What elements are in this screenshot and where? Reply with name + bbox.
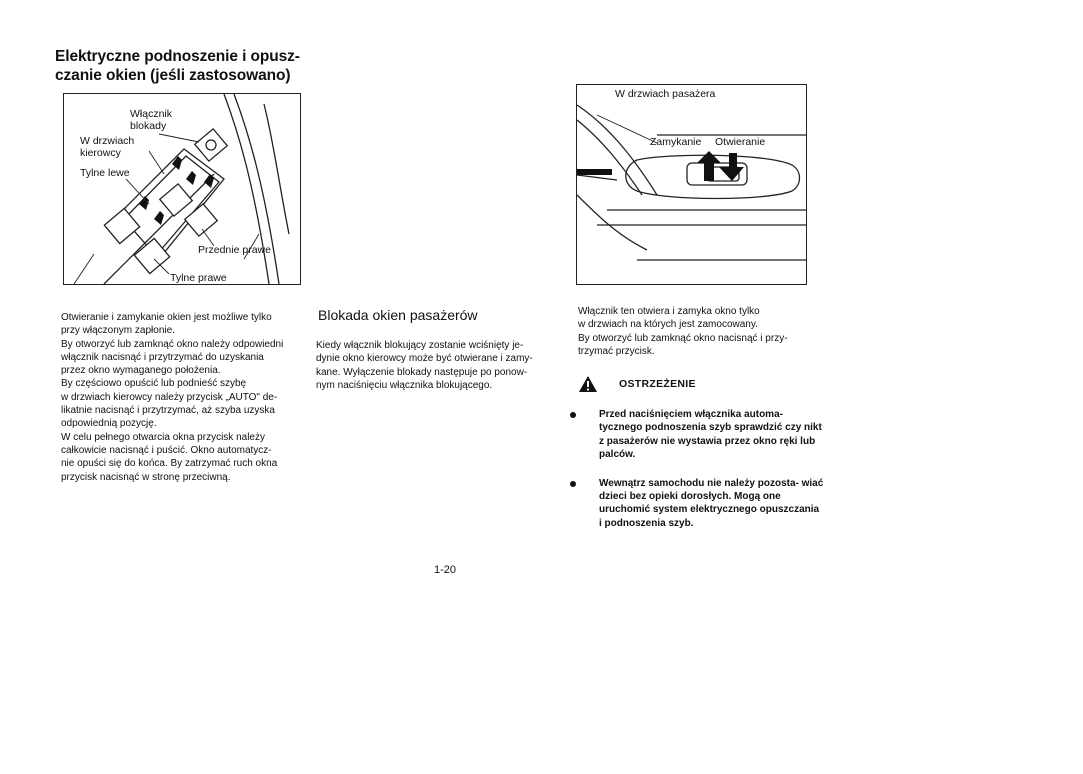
warning-triangle-icon — [578, 375, 598, 393]
label-lock-switch-line2: blokady — [130, 120, 167, 132]
warning-header — [578, 375, 778, 397]
heading-line-2: czanie okien (jeśli zastosowano) — [55, 67, 291, 84]
subsection-title: Blokada okien pasażerów — [318, 307, 478, 323]
col2-line: dynie okno kierowcy może być otwierane i zamy- — [316, 353, 533, 365]
col3-line: trzymać przycisk. — [578, 345, 655, 357]
col1-line: przez okno wymaganego położenia. — [61, 365, 221, 377]
col1-line: włącznik nacisnąć i przytrzymać do uzyskania — [61, 351, 264, 363]
col2-line: kane. Wyłączenie blokady następuje po ponow- — [316, 366, 528, 378]
column-1-text — [61, 311, 303, 484]
col3-line: By otworzyć lub zamknąć okno nacisnąć i przy- — [578, 332, 788, 344]
label-close: Zamykanie — [650, 136, 702, 148]
bullet-icon — [570, 481, 576, 487]
section-heading — [55, 47, 305, 85]
page-number: 1-20 — [434, 564, 457, 576]
col1-line: W celu pełnego otwarcia okna przycisk należy — [61, 431, 265, 443]
label-rear-right: Tylne prawe — [170, 272, 227, 284]
col1-line: przycisk nacisnąć w stronę przeciwną. — [61, 471, 231, 483]
warning-title: OSTRZEŻENIE — [619, 378, 696, 390]
driver-door-switch-illustration — [63, 93, 301, 285]
col1-line: By otworzyć lub zamknąć okno należy odpowiedni — [61, 338, 284, 350]
label-lock-switch-line1: Włącznik — [130, 108, 173, 120]
col2-line: nym naciśnięciu włącznika blokującego. — [316, 379, 493, 391]
col1-line: odpowiednią pozycję. — [61, 418, 157, 430]
warning-item — [570, 477, 824, 531]
col1-line: likatnie nacisnąć i przytrzymać, aż szyba uzyska — [61, 405, 275, 417]
warning-item — [570, 408, 824, 462]
label-driver-door-line1: W drzwiach — [80, 135, 135, 147]
col2-line: Kiedy włącznik blokujący zostanie wciśnięty je- — [316, 340, 524, 351]
col3-line: w drzwiach na których jest zamocowany. — [578, 319, 758, 331]
warning-list — [570, 408, 824, 545]
col1-line: Otwieranie i zamykanie okien jest możliwe tylko — [61, 312, 272, 323]
col3-line: Włącznik ten otwiera i zamyka okno tylko — [578, 306, 760, 317]
col1-line: w drzwiach kierowcy należy przycisk „AUTO" de- — [61, 391, 278, 403]
label-rear-left: Tylne lewe — [80, 167, 130, 179]
label-open: Otwieranie — [715, 136, 766, 148]
heading-line-1: Elektryczne podnoszenie i opusz- — [55, 48, 300, 65]
passenger-door-switch-illustration — [576, 84, 807, 285]
passenger-switch-drawing — [577, 85, 806, 284]
warning-item-text: Wewnątrz samochodu nie należy pozosta- wiać dzieci bez opieki dorosłych. Mogą one uruchomić system elektrycznego opuszczania i podnoszenia szyb. — [599, 477, 824, 529]
bullet-icon — [570, 412, 576, 418]
column-2-text — [316, 339, 556, 392]
label-driver-door-line2: kierowcy — [80, 147, 121, 159]
col1-line: przy włączonym zapłonie. — [61, 325, 175, 337]
label-passenger-door: W drzwiach pasażera — [615, 88, 716, 100]
column-3-text — [578, 305, 821, 358]
col1-line: całkowicie nacisnąć i puścić. Okno automatycz- — [61, 444, 272, 456]
label-front-right: Przednie prawe — [198, 244, 271, 256]
col1-line: nie opuści się do końca. By zatrzymać ruch okna — [61, 458, 278, 470]
col1-line: By częściowo opuścić lub podnieść szybę — [61, 378, 247, 390]
warning-item-text: Przed naciśnięciem włącznika automa- tycznego podnoszenia szyb sprawdzić czy nikt z pasażerów nie wystawia przez okno ręki lub palców. — [599, 409, 822, 461]
